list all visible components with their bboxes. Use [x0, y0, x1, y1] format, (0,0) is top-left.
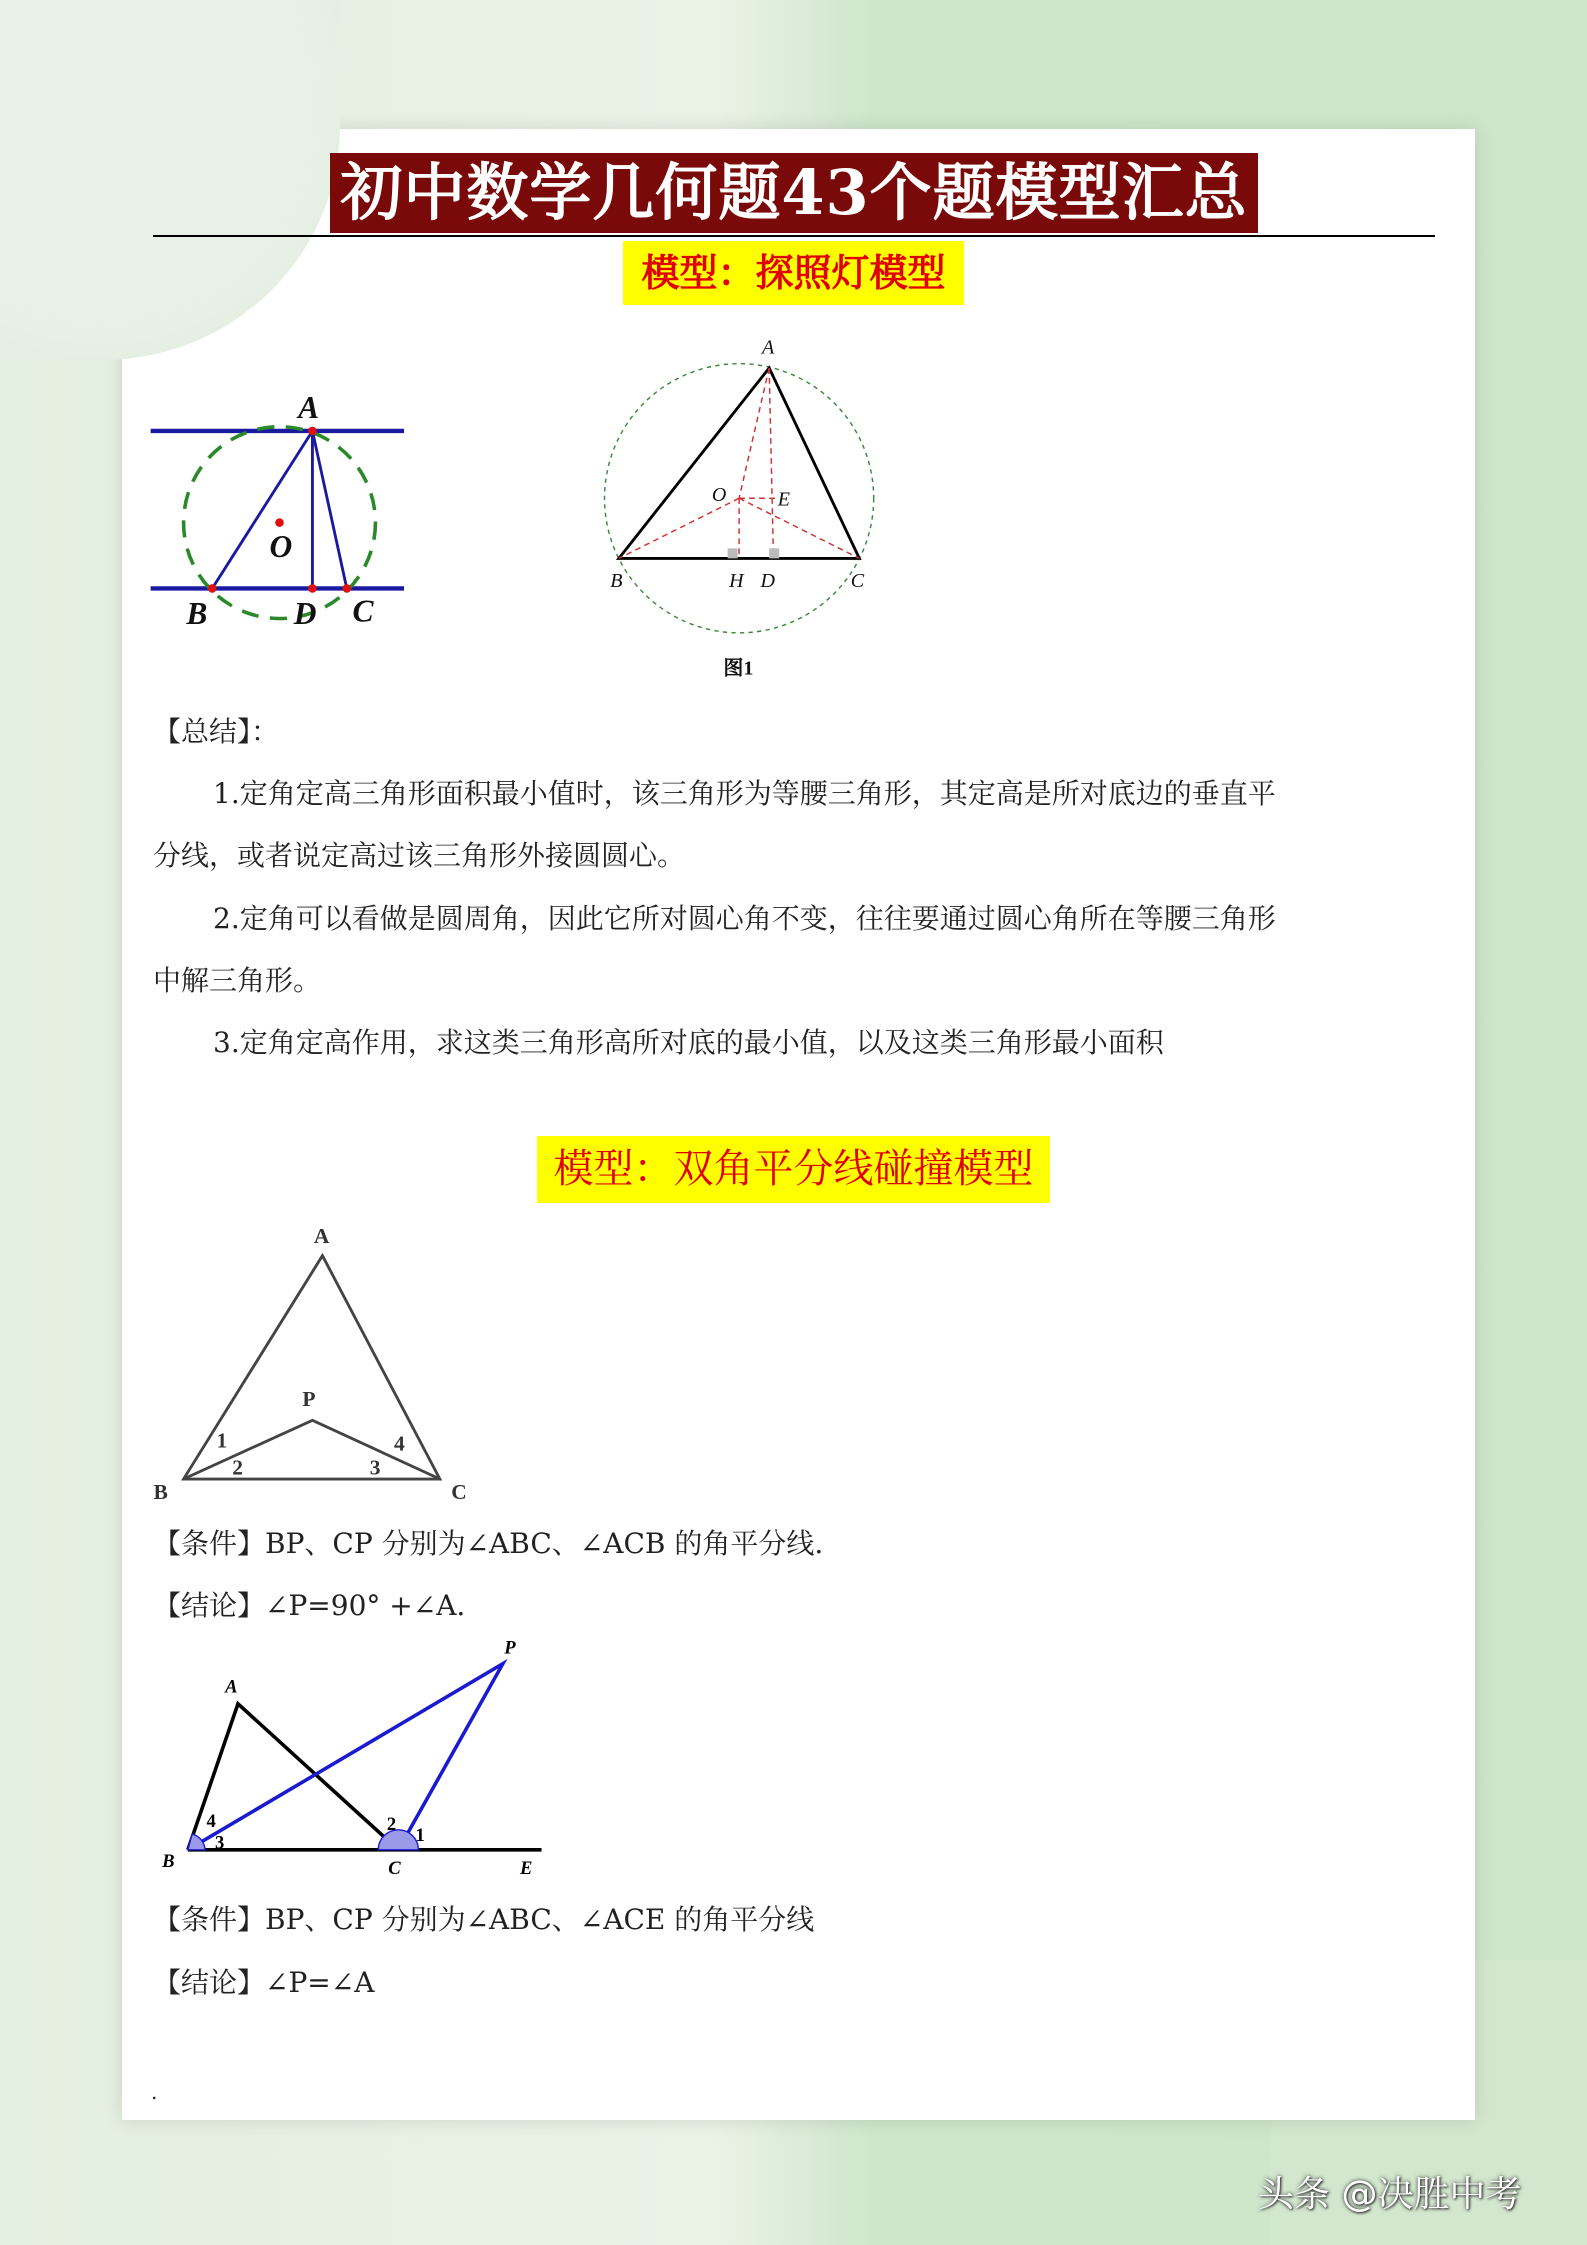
section-heading-searchlight-model: 模型：探照灯模型 [623, 241, 964, 305]
angle-2: 2 [386, 1813, 397, 1835]
label-H: H [729, 570, 744, 593]
summary-line-5: 3.定角定高作用，求这类三角形高所对底的最小值，以及这类三角形最小面积 [213, 1026, 1164, 1059]
label-B: B [153, 1480, 168, 1505]
label-B: B [610, 570, 623, 593]
label-C: C [352, 593, 374, 629]
figure-external-bisector [161, 1638, 541, 1879]
summary-line-2: 分线，或者说定高过该三角形外接圆圆心。 [153, 839, 686, 872]
figure-internal-bisectors [154, 1224, 467, 1504]
figure-1-circumcircle [605, 337, 874, 680]
label-A: A [762, 336, 775, 359]
label-A: A [225, 1676, 238, 1698]
watermark: 头条 @决胜中考 [1258, 2174, 1522, 2215]
summary-line-3: 2.定角可以看做是圆周角，因此它所对圆心角不变，往往要通过圆心角所在等腰三角形 [213, 902, 1276, 935]
angle-1: 1 [216, 1428, 228, 1453]
figure-caption: 图1 [723, 657, 754, 680]
condition-1: 【条件】BP、CP 分别为∠ABC、∠ACB 的角平分线. [153, 1527, 824, 1560]
label-P: P [302, 1386, 316, 1411]
label-O: O [269, 528, 293, 564]
angle-4: 4 [206, 1810, 216, 1832]
condition-2: 【条件】BP、CP 分别为∠ABC、∠ACE 的角平分线 [153, 1903, 815, 1936]
label-D: D [760, 570, 776, 593]
label-A: A [313, 1223, 330, 1248]
angle-2: 2 [232, 1455, 243, 1480]
conclusion-1: 【结论】∠P=90° +∠A. [153, 1589, 466, 1622]
label-C: C [850, 570, 865, 593]
label-D: D [293, 596, 317, 632]
section-heading-double-bisector-model: 模型：双角平分线碰撞模型 [537, 1136, 1050, 1203]
label-B: B [186, 596, 208, 632]
label-B: B [162, 1851, 175, 1873]
label-C: C [451, 1480, 467, 1505]
label-E: E [520, 1858, 533, 1880]
label-C: C [388, 1858, 401, 1880]
label-O: O [711, 484, 727, 507]
angle-3: 3 [215, 1832, 225, 1854]
conclusion-2: 【结论】∠P=∠A [153, 1966, 375, 1999]
label-E: E [777, 488, 791, 511]
angle-3: 3 [369, 1455, 381, 1480]
angle-4: 4 [394, 1431, 405, 1456]
figure-searchlight-left [151, 390, 404, 631]
summary-label: 【总结】： [153, 715, 280, 748]
label-P: P [504, 1637, 516, 1659]
label-A: A [298, 390, 320, 426]
footer-dot: . [151, 2080, 158, 2104]
document-title: 初中数学几何题43个题模型汇总 [330, 153, 1258, 233]
summary-line-4: 中解三角形。 [153, 964, 322, 997]
angle-1: 1 [415, 1825, 425, 1847]
summary-line-1: 1.定角定高三角形面积最小值时，该三角形为等腰三角形，其定高是所对底边的垂直平 [213, 777, 1276, 810]
